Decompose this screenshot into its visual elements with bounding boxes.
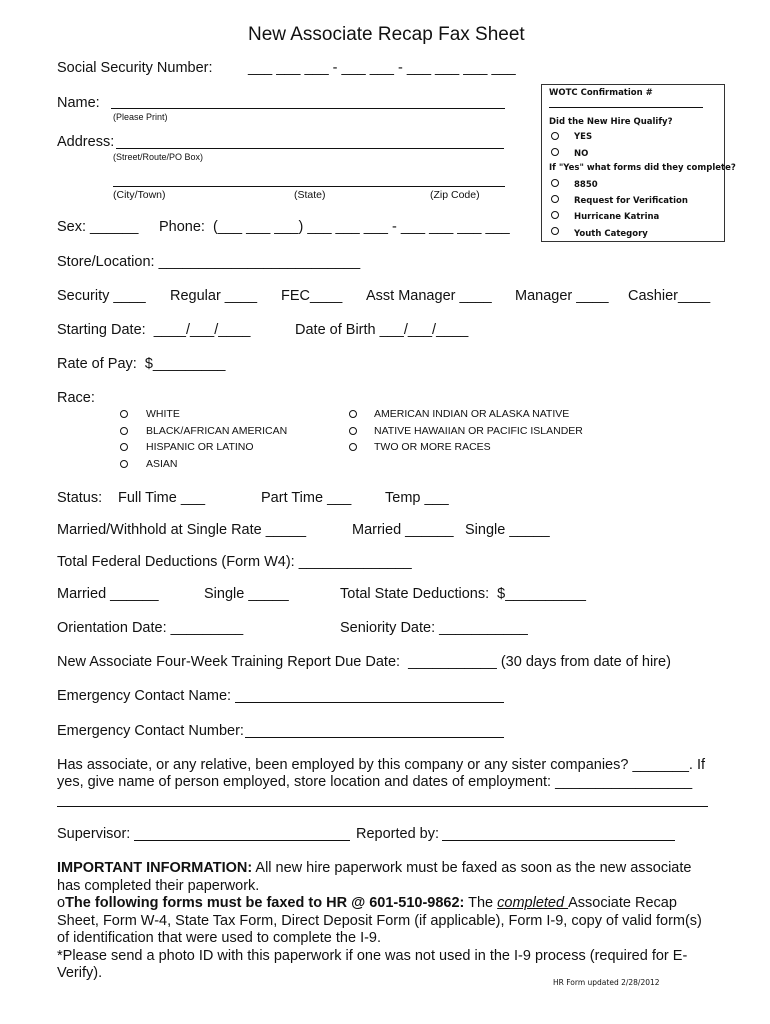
store-location-field[interactable]: Store/Location: _________________________ [57,254,361,270]
emergency-name-label: Emergency Contact Name: [57,688,232,704]
reported-by-field[interactable] [442,840,675,841]
wotc-form-label: 8850 [574,180,598,190]
wotc-yes-label: YES [574,132,593,142]
relative-question[interactable]: Has associate, or any relative, been employed by this company or any sister companies? _______. If [57,757,706,773]
orientation-date-field[interactable]: Orientation Date: _________ [57,620,244,636]
name-hint: (Please Print) [113,112,168,122]
address-label: Address: [57,134,115,150]
race-option: TWO OR MORE RACES [374,441,491,453]
emergency-number-field[interactable] [245,737,504,738]
status-label: Status: [57,490,103,506]
relative-details[interactable]: yes, give name of person employed, store location and dates of employment: _________________ [57,774,693,790]
fax-instruction: The following forms must be faxed to HR @ 601-510-9862: [65,895,465,911]
name-field[interactable] [111,108,505,109]
status-part-time[interactable]: Part Time ___ [261,490,352,506]
fax-forms-list: Associate Recap Sheet, Form W-4, State Tax Form, Direct Deposit Form (if applicable), Form I-9, copy of valid form(s) of identification that were used to complete the I-9. [57,895,702,946]
race-radio[interactable] [120,460,128,468]
race-option: BLACK/AFRICAN AMERICAN [146,425,288,437]
race-radio[interactable] [120,410,128,418]
phone-field[interactable]: Phone: (___ ___ ___) ___ ___ ___ - ___ ___ ___ ___ [159,219,510,235]
address-street-field[interactable] [116,148,504,149]
status-temp[interactable]: Temp ___ [385,490,449,506]
date-of-birth-field[interactable]: Date of Birth ___/___/____ [295,322,469,338]
city-hint: (City/Town) [113,189,166,201]
name-label: Name: [57,95,100,111]
withhold-single-rate-field[interactable]: Married/Withhold at Single Rate _____ [57,522,307,538]
race-radio[interactable] [120,443,128,451]
status-full-time[interactable]: Full Time ___ [118,490,206,506]
state-married-field[interactable]: Married ______ [57,586,159,602]
sex-field[interactable]: Sex: ______ [57,219,139,235]
race-option: ASIAN [146,458,178,470]
wotc-form-radio[interactable] [551,211,559,219]
emergency-name-field[interactable] [235,702,504,703]
race-radio[interactable] [349,443,357,451]
wotc-form-label: Request for Verification [574,196,688,206]
footer-note: HR Form updated 2/28/2012 [553,978,660,987]
race-radio[interactable] [349,427,357,435]
supervisor-field[interactable] [134,840,350,841]
seniority-date-field[interactable]: Seniority Date: ___________ [340,620,528,636]
position-cashier[interactable]: Cashier____ [628,288,711,304]
address-city-field[interactable] [113,186,505,187]
race-radio[interactable] [120,427,128,435]
position-asst-manager[interactable]: Asst Manager ____ [366,288,492,304]
ssn-field[interactable]: ___ ___ ___ - ___ ___ - ___ ___ ___ ___ [248,60,516,76]
important-lead: IMPORTANT INFORMATION: [57,860,253,876]
state-single-field[interactable]: Single _____ [204,586,289,602]
relative-details-field[interactable] [57,806,708,807]
withhold-married-field[interactable]: Married ______ [352,522,454,538]
wotc-yes-radio[interactable] [551,132,559,140]
state-deductions-field[interactable]: Total State Deductions: $__________ [340,586,586,602]
position-regular[interactable]: Regular ____ [170,288,258,304]
wotc-number-field[interactable] [549,107,703,108]
ssn-label: Social Security Number: [57,60,213,76]
position-security[interactable]: Security ____ [57,288,146,304]
wotc-title: WOTC Confirmation # [549,88,653,98]
federal-deductions-field[interactable]: Total Federal Deductions (Form W4): ______________ [57,554,412,570]
completed-word: completed [497,895,569,911]
wotc-form-radio[interactable] [551,227,559,235]
important-info [57,860,707,983]
photo-id-note: *Please send a photo ID with this paperwork if one was not used in the I-9 process (required for E-Verify). [57,947,688,981]
race-option: WHITE [146,408,180,420]
training-report-field[interactable]: New Associate Four-Week Training Report Due Date: ___________ (30 days from date of hire) [57,654,671,670]
state-hint: (State) [294,189,326,201]
wotc-forms-question: If "Yes" what forms did they complete? [549,163,736,173]
rate-of-pay-field[interactable]: Rate of Pay: $_________ [57,356,226,372]
bullet-glyph: o [57,895,66,911]
race-radio[interactable] [349,410,357,418]
wotc-no-radio[interactable] [551,148,559,156]
zip-hint: (Zip Code) [430,189,480,201]
emergency-number-label: Emergency Contact Number: [57,723,244,739]
starting-date-field[interactable]: Starting Date: ____/___/____ [57,322,251,338]
race-option: AMERICAN INDIAN OR ALASKA NATIVE [374,408,570,420]
race-label: Race: [57,390,95,406]
wotc-form-label: Youth Category [574,229,648,239]
wotc-form-radio[interactable] [551,179,559,187]
supervisor-label: Supervisor: [57,826,131,842]
position-manager[interactable]: Manager ____ [515,288,609,304]
race-option: NATIVE HAWAIIAN OR PACIFIC ISLANDER [374,425,583,437]
important-text: All new hire paperwork must be faxed as soon as the new associate has completed their paperwork. [57,860,692,894]
wotc-form-label: Hurricane Katrina [574,212,660,222]
address-street-hint: (Street/Route/PO Box) [113,152,204,162]
wotc-box [541,84,736,242]
fax-text: The [464,895,498,911]
position-fec[interactable]: FEC____ [281,288,343,304]
withhold-single-field[interactable]: Single _____ [465,522,550,538]
wotc-no-label: NO [574,149,589,159]
race-option: HISPANIC OR LATINO [146,441,254,453]
wotc-form-radio[interactable] [551,195,559,203]
wotc-qualify-question: Did the New Hire Qualify? [549,117,673,127]
page-title: New Associate Recap Fax Sheet [248,24,525,45]
reported-by-label: Reported by: [356,826,440,842]
